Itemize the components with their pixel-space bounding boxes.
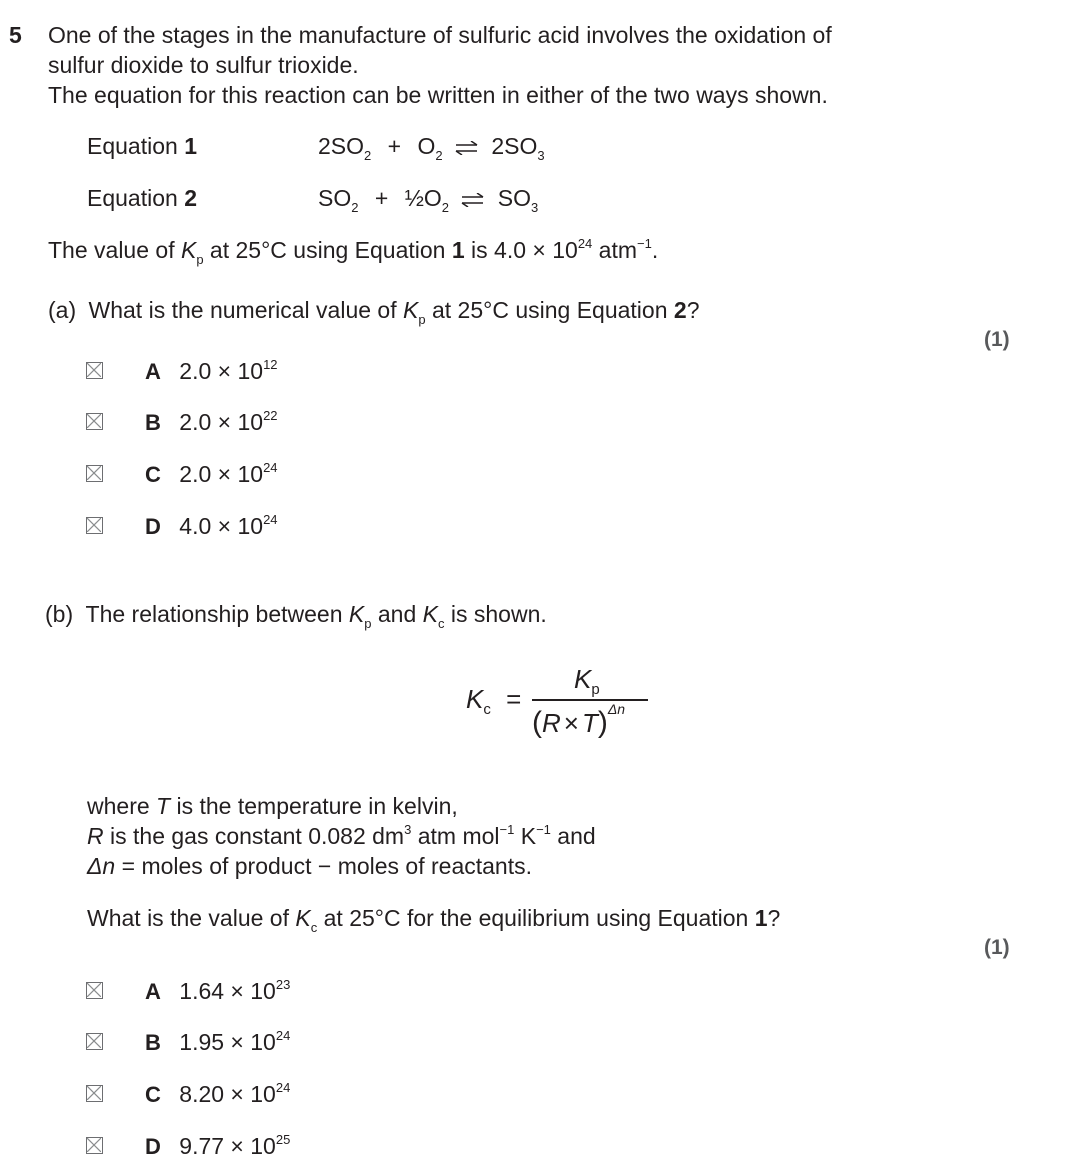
option-checkbox[interactable] bbox=[86, 1137, 103, 1154]
kp-exponent: 24 bbox=[577, 236, 593, 251]
formula-kp: K bbox=[574, 664, 592, 694]
reactant-1: 2SO bbox=[318, 133, 365, 159]
product-subscript: 3 bbox=[531, 200, 539, 215]
option-exponent: 24 bbox=[275, 1028, 291, 1043]
option-letter: D bbox=[145, 514, 161, 539]
formula-r: R bbox=[542, 708, 561, 738]
cross-box-icon bbox=[87, 518, 101, 532]
option-exponent: 22 bbox=[263, 408, 278, 423]
option-checkbox[interactable] bbox=[86, 362, 103, 379]
part-a-marks: (1) bbox=[984, 328, 1010, 351]
part-b-question bbox=[87, 903, 780, 937]
where-unit-k: K bbox=[514, 823, 537, 849]
option-mantissa: 1.95 × 10 bbox=[179, 1029, 276, 1055]
option-exponent: 24 bbox=[263, 460, 278, 475]
option-mantissa: 9.77 × 10 bbox=[179, 1133, 276, 1159]
part-b-and: and bbox=[371, 601, 423, 627]
part-a-text-end: ? bbox=[686, 297, 700, 323]
option-exponent: 24 bbox=[263, 512, 278, 527]
option-a bbox=[145, 976, 290, 1010]
part-a-question bbox=[48, 295, 699, 329]
where-and: and bbox=[550, 823, 596, 849]
kp-statement-end: . bbox=[651, 237, 659, 263]
equilibrium-arrow-icon bbox=[461, 193, 485, 207]
where-t-symbol: T bbox=[156, 793, 171, 819]
formula-kc-subscript: c bbox=[483, 701, 491, 718]
reactant-1-subscript: 2 bbox=[364, 148, 372, 163]
formula-kp-subscript: p bbox=[591, 681, 600, 698]
plus-sign: + bbox=[387, 133, 402, 159]
option-letter: C bbox=[145, 462, 161, 487]
equation-label-text: Equation bbox=[87, 185, 178, 211]
option-mantissa: 2.0 × 10 bbox=[179, 358, 264, 384]
formula-denominator bbox=[532, 701, 626, 740]
formula-paren-close: ) bbox=[597, 706, 608, 739]
cross-box-icon bbox=[87, 363, 101, 377]
where-line-1 bbox=[87, 791, 458, 821]
reactant-2-subscript: 2 bbox=[435, 148, 443, 163]
where-line-2 bbox=[87, 821, 596, 855]
option-checkbox[interactable] bbox=[86, 517, 103, 534]
equation-label-text: Equation bbox=[87, 133, 178, 159]
formula-times: × bbox=[563, 708, 579, 738]
part-b-k-symbol: K bbox=[295, 905, 311, 931]
intro-line-1: One of the stages in the manufacture of sulfuric acid involves the oxidation of bbox=[48, 22, 832, 48]
kp-statement-mid: at 25°C using Equation bbox=[203, 237, 452, 263]
where-text-post: is the temperature in kelvin, bbox=[170, 793, 458, 819]
option-checkbox[interactable] bbox=[86, 465, 103, 482]
where-text: = moles of product − moles of reactants. bbox=[115, 853, 532, 879]
part-b-text-end: ? bbox=[767, 905, 781, 931]
kc-symbol: K bbox=[422, 601, 438, 627]
cross-box-icon bbox=[87, 414, 101, 428]
kp-subscript: p bbox=[364, 616, 372, 631]
option-c bbox=[145, 459, 278, 493]
option-d bbox=[145, 511, 278, 545]
part-a-label: (a) bbox=[48, 297, 77, 323]
option-exponent: 25 bbox=[275, 1132, 291, 1147]
part-a-k-subscript: p bbox=[418, 312, 426, 327]
kp-symbol: K bbox=[348, 601, 365, 627]
reactant-1: SO bbox=[318, 185, 352, 211]
option-exponent: 23 bbox=[275, 977, 291, 992]
where-line-3 bbox=[87, 851, 532, 881]
part-a-k-symbol: K bbox=[403, 297, 419, 323]
reactant-2-subscript: 2 bbox=[441, 200, 449, 215]
fraction-bar bbox=[532, 699, 648, 701]
formula-paren-open: ( bbox=[532, 706, 542, 739]
part-b-equation-number: 1 bbox=[754, 905, 768, 931]
part-b-text-mid: at 25°C for the equilibrium using Equation bbox=[317, 905, 755, 931]
equation-1 bbox=[318, 131, 545, 165]
formula-kc: K bbox=[466, 684, 484, 714]
where-gas-constant: is the gas constant 0.082 dm bbox=[103, 823, 405, 849]
intro-line-2: sulfur dioxide to sulfur trioxide. bbox=[48, 52, 359, 78]
option-b bbox=[145, 1027, 290, 1061]
part-b-intro-pre: The relationship between bbox=[85, 601, 349, 627]
kp-subscript: p bbox=[196, 252, 204, 267]
equation-2-label bbox=[87, 183, 197, 213]
cross-box-icon bbox=[87, 1138, 101, 1152]
option-checkbox[interactable] bbox=[86, 982, 103, 999]
where-exponent: −1 bbox=[536, 822, 551, 837]
cross-box-icon bbox=[87, 1034, 101, 1048]
kp-value: is 4.0 × 10 bbox=[464, 237, 578, 263]
product: SO bbox=[497, 185, 532, 211]
equation-1-label bbox=[87, 131, 197, 161]
formula-delta-n: Δn bbox=[607, 701, 626, 717]
option-letter: A bbox=[145, 359, 161, 384]
part-a-equation-number: 2 bbox=[673, 297, 687, 323]
kp-equation-number: 1 bbox=[451, 237, 465, 263]
equation-number: 2 bbox=[184, 185, 197, 211]
option-mantissa: 2.0 × 10 bbox=[179, 409, 264, 435]
where-r-symbol: R bbox=[87, 823, 104, 849]
formula-t: T bbox=[581, 708, 598, 738]
part-b-text-pre: What is the value of bbox=[87, 905, 296, 931]
kp-symbol: K bbox=[180, 237, 197, 263]
option-letter: B bbox=[145, 410, 161, 435]
question-number: 5 bbox=[9, 22, 22, 48]
formula-lhs bbox=[466, 684, 522, 718]
option-c bbox=[145, 1079, 290, 1113]
part-a-text-mid: at 25°C using Equation bbox=[425, 297, 674, 323]
formula-numerator bbox=[574, 664, 600, 698]
option-letter: C bbox=[145, 1082, 161, 1107]
kp-unit: atm bbox=[592, 237, 638, 263]
reactant-1-subscript: 2 bbox=[351, 200, 359, 215]
option-a bbox=[145, 356, 278, 390]
equilibrium-arrow-icon bbox=[455, 141, 479, 155]
plus-sign: + bbox=[374, 185, 389, 211]
formula-equals: = bbox=[506, 684, 522, 714]
reactant-2: ½O bbox=[404, 185, 442, 211]
part-b-label: (b) bbox=[45, 601, 74, 627]
option-checkbox[interactable] bbox=[86, 1085, 103, 1102]
kp-unit-exponent: −1 bbox=[637, 236, 652, 251]
option-mantissa: 8.20 × 10 bbox=[179, 1081, 276, 1107]
where-exponent: −1 bbox=[499, 822, 515, 837]
option-letter: B bbox=[145, 1030, 161, 1055]
option-b bbox=[145, 407, 278, 441]
product-subscript: 3 bbox=[537, 148, 545, 163]
equation-2 bbox=[318, 183, 538, 217]
part-b-k-subscript: c bbox=[310, 920, 318, 935]
option-mantissa: 2.0 × 10 bbox=[179, 461, 264, 487]
option-letter: D bbox=[145, 1134, 161, 1159]
equation-number: 1 bbox=[184, 133, 197, 159]
where-exponent: 3 bbox=[404, 822, 412, 837]
kc-subscript: c bbox=[437, 616, 445, 631]
cross-box-icon bbox=[87, 983, 101, 997]
kp-statement bbox=[48, 235, 658, 269]
option-checkbox[interactable] bbox=[86, 413, 103, 430]
product: 2SO bbox=[491, 133, 538, 159]
intro-line-3: The equation for this reaction can be written in either of the two ways shown. bbox=[48, 82, 828, 108]
option-exponent: 24 bbox=[275, 1080, 291, 1095]
where-delta-n: Δn bbox=[87, 853, 116, 879]
reactant-2: O bbox=[417, 133, 436, 159]
option-checkbox[interactable] bbox=[86, 1033, 103, 1050]
option-mantissa: 4.0 × 10 bbox=[179, 513, 264, 539]
part-b-intro bbox=[45, 599, 547, 633]
option-mantissa: 1.64 × 10 bbox=[179, 978, 276, 1004]
cross-box-icon bbox=[87, 1086, 101, 1100]
cross-box-icon bbox=[87, 466, 101, 480]
part-a-text-pre: What is the numerical value of bbox=[88, 297, 403, 323]
part-b-marks: (1) bbox=[984, 936, 1010, 959]
option-letter: A bbox=[145, 979, 161, 1004]
option-d bbox=[145, 1131, 290, 1165]
where-unit-mol: atm mol bbox=[411, 823, 500, 849]
where-text: where bbox=[87, 793, 157, 819]
kp-statement-pre: The value of bbox=[48, 237, 181, 263]
option-exponent: 12 bbox=[263, 357, 278, 372]
part-b-intro-end: is shown. bbox=[444, 601, 547, 627]
